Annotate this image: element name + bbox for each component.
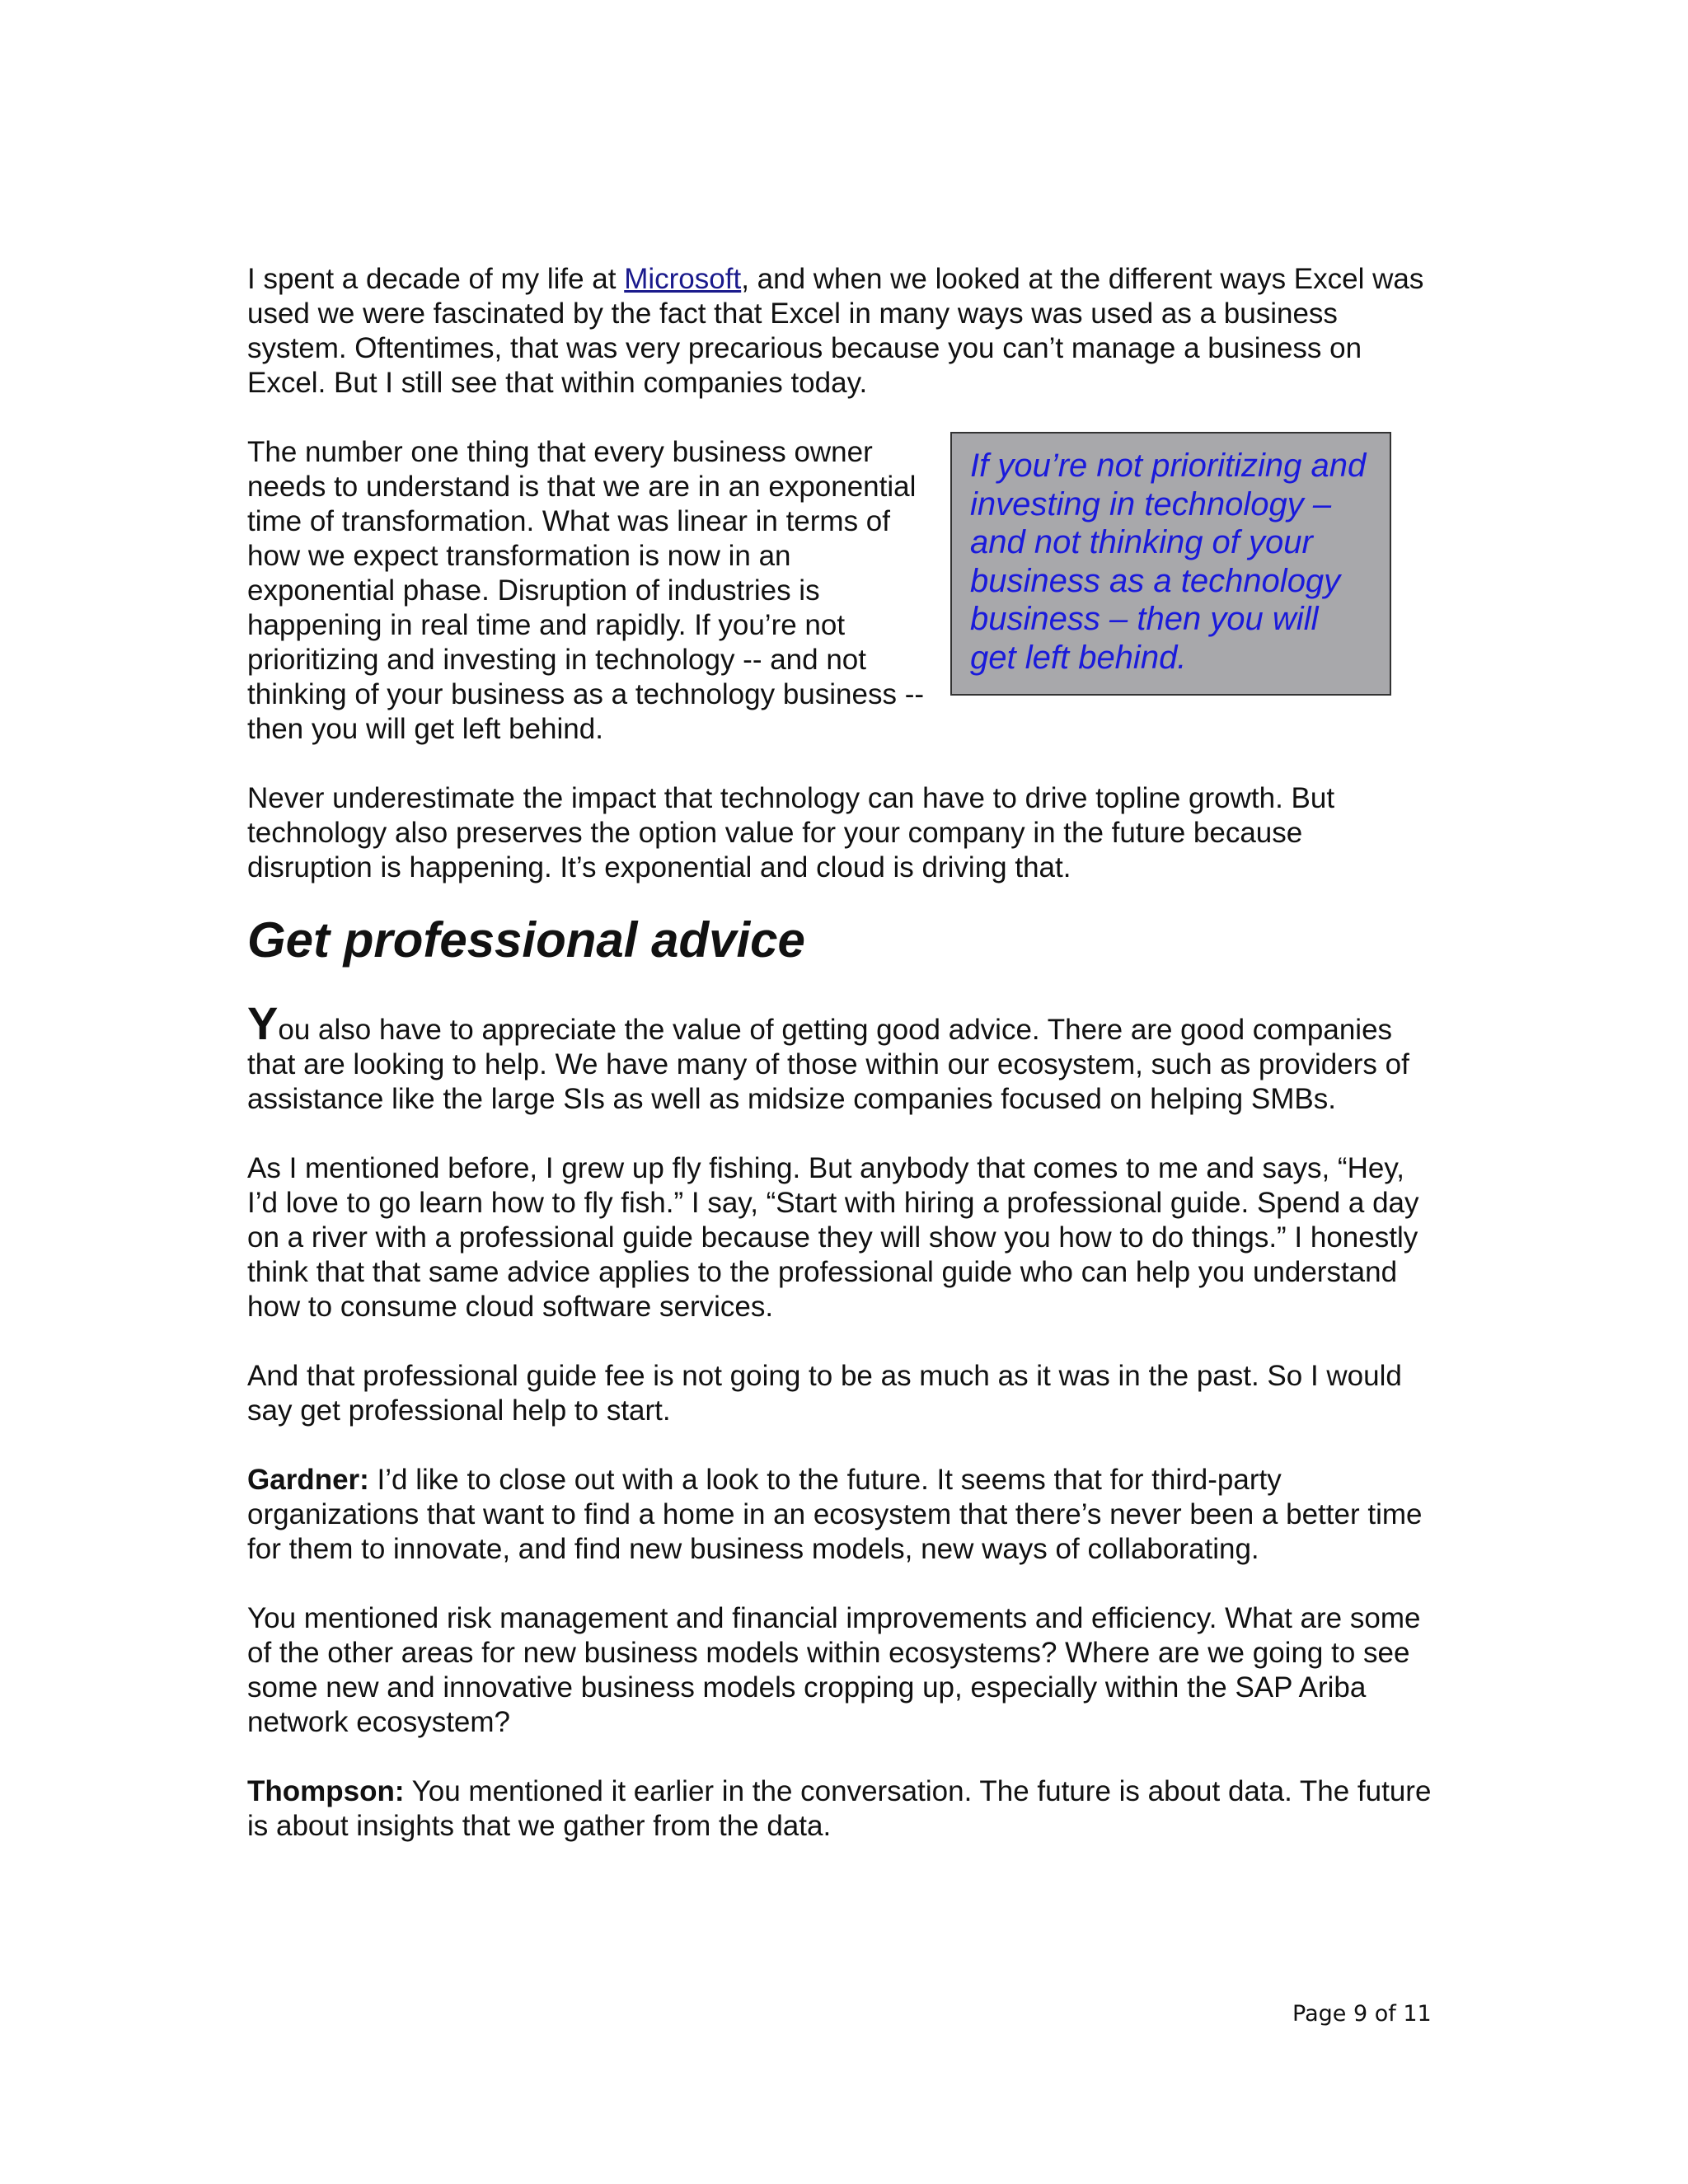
risk-paragraph: You mentioned risk management and financial improvements and efficiency. What are some of the other areas for new business models within ecosystems? Where are we going to see some new and innovative business models cropping up, especially within the SAP Ariba network ecosystem? (247, 1602, 1421, 1738)
speaker-thompson: Thompson: (247, 1775, 405, 1807)
intro-paragraph (247, 262, 1434, 401)
intro-text-before-link: I spent a decade of my life at (247, 263, 625, 295)
pull-quote-text: If you’re not prioritizing and investing in technology – and not thinking of your business as a technology business – then you will get left behind. (970, 448, 1367, 676)
page-number-footer: Page 9 of 11 (1292, 2001, 1432, 2027)
exponential-section (247, 435, 1434, 747)
advice-paragraph-text: ou also have to appreciate the value of getting good advice. There are good companies that are looking to help. We have many of those within our ecosystem, such as providers of assistance like the large SIs as well as midsize companies focused on helping SMBs. (247, 1014, 1409, 1115)
gardner-question-text: I’d like to close out with a look to the future. It seems that for third-party organizations that want to find a home in an ecosystem that there’s never been a better time for them to innovate, and find new business models, new ways of collaborating. (247, 1464, 1423, 1565)
advice-paragraph (247, 997, 1434, 1117)
microsoft-link[interactable]: Microsoft (624, 263, 742, 295)
topline-paragraph: Never underestimate the impact that technology can have to drive topline growth. But technology also preserves the option value for your company in the future because disruption is happening. It’s exponential and cloud is driving that. (247, 782, 1335, 883)
intro-text-after-link: , and when we looked at the different ways Excel was used we were fascinated by the fact that Excel in many ways was used as a business system. Oftentimes, that was very precarious because you can’t manage a business on Excel. But I still see that within companies today. (247, 263, 1424, 399)
thompson-answer (247, 1774, 1434, 1844)
speaker-gardner: Gardner: (247, 1464, 369, 1496)
gardner-question (247, 1463, 1434, 1567)
drop-cap-letter: Y (247, 997, 279, 1049)
document-body (247, 262, 1434, 1878)
section-heading: Get professional advice (247, 912, 805, 968)
thompson-answer-text: You mentioned it earlier in the conversation. The future is about data. The future is about insights that we gather from the data. (247, 1775, 1432, 1842)
pull-quote-callout (950, 432, 1391, 696)
exponential-paragraph: The number one thing that every business owner needs to understand is that we are in an exponential time of transformation. What was linear in terms of how we expect transformation is now in an exponential phase. Disruption of industries is happening in real time and rapidly. If you’re not prioritizing and investing in technology -- and not thinking of your business as a technology business -- then you will get left behind. (247, 436, 925, 745)
fee-paragraph: And that professional guide fee is not going to be as much as it was in the past. So I would say get professional help to start. (247, 1360, 1402, 1427)
fishing-paragraph: As I mentioned before, I grew up fly fishing. But anybody that comes to me and says, “Hey, I’d love to go learn how to fly fish.” I say, “Start with hiring a professional guide. Spend a day on a river with a professional guide because they will show you how to do things.” I honestly think that that same advice applies to the professional guide who can help you understand how to consume cloud software services. (247, 1152, 1419, 1323)
